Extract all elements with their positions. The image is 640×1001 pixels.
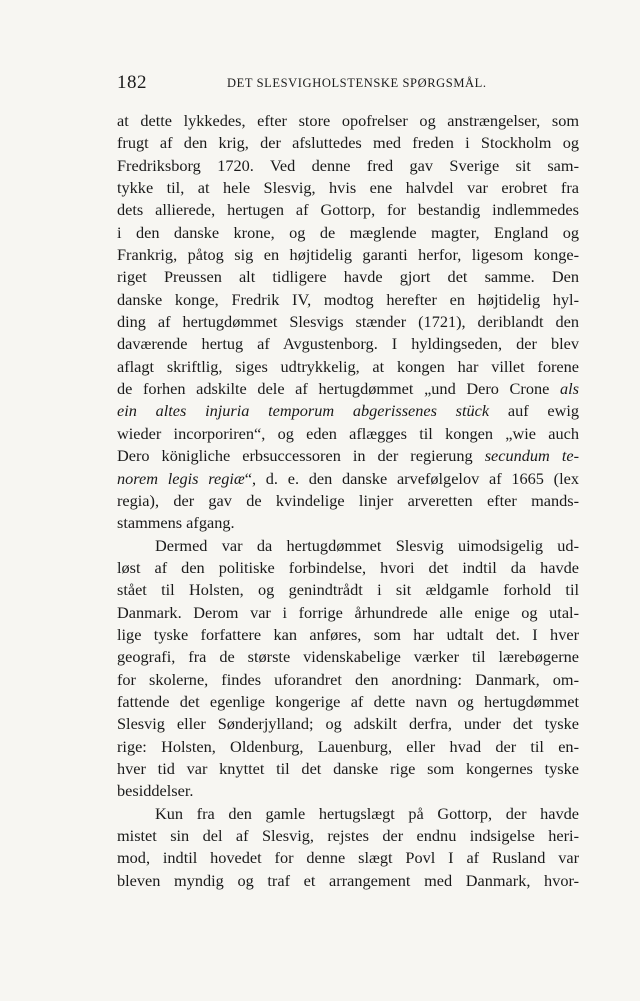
text-line — [117, 445, 579, 467]
running-title: DET SLESVIGHOLSTENSKE SPØRGSMÅL. — [227, 76, 487, 90]
line-text: hver tid var knyttet til det danske rige som kongernes tyske — [117, 758, 579, 778]
line-text: “, d. e. den danske arvefølgelov af 1665 (lex — [244, 468, 579, 488]
text-line — [117, 356, 579, 378]
text-line — [117, 736, 579, 758]
line-text: løst af den politiske forbindelse, hvori det indtil da havde — [117, 557, 579, 577]
page-number: 182 — [117, 72, 147, 93]
text-line — [117, 244, 579, 266]
line-text: rige: Holsten, Oldenburg, Lauenburg, eller hvad der til en- — [117, 736, 579, 756]
text-line — [117, 333, 579, 355]
line-text: mod, indtil hovedet for denne slægt Povl I af Rusland var — [117, 848, 579, 868]
line-text: de forhen adskilte dele af hertugdømmet „und Dero Crone — [117, 379, 560, 399]
line-text: ding af hertugdømmet Slesvigs stænder (1721), deriblandt den — [117, 312, 579, 332]
text-line — [117, 847, 579, 869]
line-text: Dermed var da hertugdømmet Slesvig uimodsigelig ud- — [155, 535, 579, 555]
text-line — [117, 289, 579, 311]
italic-phrase: norem legis regiæ — [117, 468, 245, 488]
line-text: regia), der gav de kvindelige linjer arveretten efter mands- — [117, 490, 579, 510]
line-text: wieder incorporiren“, og eden aflægges til kongen „wie auch — [117, 423, 579, 443]
text-line — [117, 870, 579, 892]
line-text: stået til Holsten, og genindtrådt i sit ældgamle forhold til — [117, 580, 579, 600]
line-text: frugt af den krig, der afsluttedes med freden i Stockholm og — [117, 133, 579, 153]
line-text: auf ewig — [489, 401, 580, 421]
text-line — [117, 646, 579, 668]
text-line — [117, 512, 579, 534]
text-line — [117, 557, 579, 579]
text-line — [117, 602, 579, 624]
line-text: tykke til, at hele Slesvig, hvis ene halvdel var erobret fra — [117, 178, 579, 198]
text-line — [117, 780, 579, 802]
body-text — [117, 110, 579, 892]
line-text: riget Preussen alt tidligere havde gjort det samme. Den — [117, 267, 579, 287]
line-text: at dette lykkedes, efter store opofrelser og anstrængelser, som — [117, 111, 579, 130]
text-line — [117, 825, 579, 847]
text-line — [117, 199, 579, 221]
paragraph-block — [117, 110, 579, 892]
text-line — [117, 713, 579, 735]
text-line — [117, 691, 579, 713]
text-line — [117, 132, 579, 154]
text-line — [117, 177, 579, 199]
line-text: Frankrig, påtog sig en højtidelig garanti herfor, ligesom konge- — [117, 245, 579, 265]
text-line — [117, 490, 579, 512]
italic-phrase: als — [559, 379, 579, 399]
text-line — [117, 468, 579, 490]
line-text: besiddelser. — [117, 781, 194, 801]
line-text: dets allierede, hertugen af Gottorp, for bestandig indlemmedes — [117, 200, 579, 220]
text-line — [117, 803, 579, 825]
text-line — [117, 535, 579, 557]
text-line — [117, 579, 579, 601]
line-text: bleven myndig og traf et arrangement med Danmark, hvor- — [117, 870, 579, 890]
text-line — [117, 311, 579, 333]
line-text: stammens afgang. — [117, 513, 235, 533]
line-text: Fredriksborg 1720. Ved denne fred gav Sverige sit sam- — [117, 155, 579, 175]
text-line — [117, 222, 579, 244]
line-text: mistet sin del af Slesvig, rejstes der endnu indsigelse heri- — [117, 826, 579, 845]
text-line — [117, 110, 579, 132]
line-text: lige tyske forfattere kan anføres, som har udtalt det. I hver — [117, 624, 579, 644]
line-text: fattende det egenlige kongerige af dette navn og hertugdømmet — [117, 691, 579, 711]
line-text: geografi, fra de største videnskabelige værker til lærebøgerne — [117, 647, 579, 667]
line-text: i den danske krone, og de mæglende magter, England og — [117, 222, 579, 242]
line-text: daværende hertug af Avgustenborg. I hyldingseden, der blev — [117, 334, 579, 354]
line-text: danske konge, Fredrik IV, modtog herefter en højtidelig hyl- — [117, 289, 579, 309]
line-text: for skolerne, findes uforandret den anordning: Danmark, om- — [117, 669, 579, 689]
italic-phrase: ein altes injuria temporum abgerissenes stück — [117, 401, 490, 421]
text-line — [117, 624, 579, 646]
text-line — [117, 266, 579, 288]
text-line — [117, 378, 579, 400]
text-line — [117, 400, 579, 422]
line-text: Dero königliche erbsuccessoren in der regierung — [117, 446, 485, 466]
page-header — [117, 72, 579, 96]
line-text: aflagt skriftlig, siges udtrykkelig, at kongen har villet forene — [117, 356, 579, 376]
text-line — [117, 758, 579, 780]
line-text: Kun fra den gamle hertugslægt på Gottorp, der havde — [155, 803, 579, 823]
line-text: Danmark. Derom var i forrige århundrede alle enige og utal- — [117, 602, 579, 622]
text-line — [117, 155, 579, 177]
text-line — [117, 423, 579, 445]
line-text: Slesvig eller Sønderjylland; og adskilt derfra, under det tyske — [117, 714, 579, 734]
text-line — [117, 669, 579, 691]
italic-phrase: secundum te- — [484, 446, 579, 466]
